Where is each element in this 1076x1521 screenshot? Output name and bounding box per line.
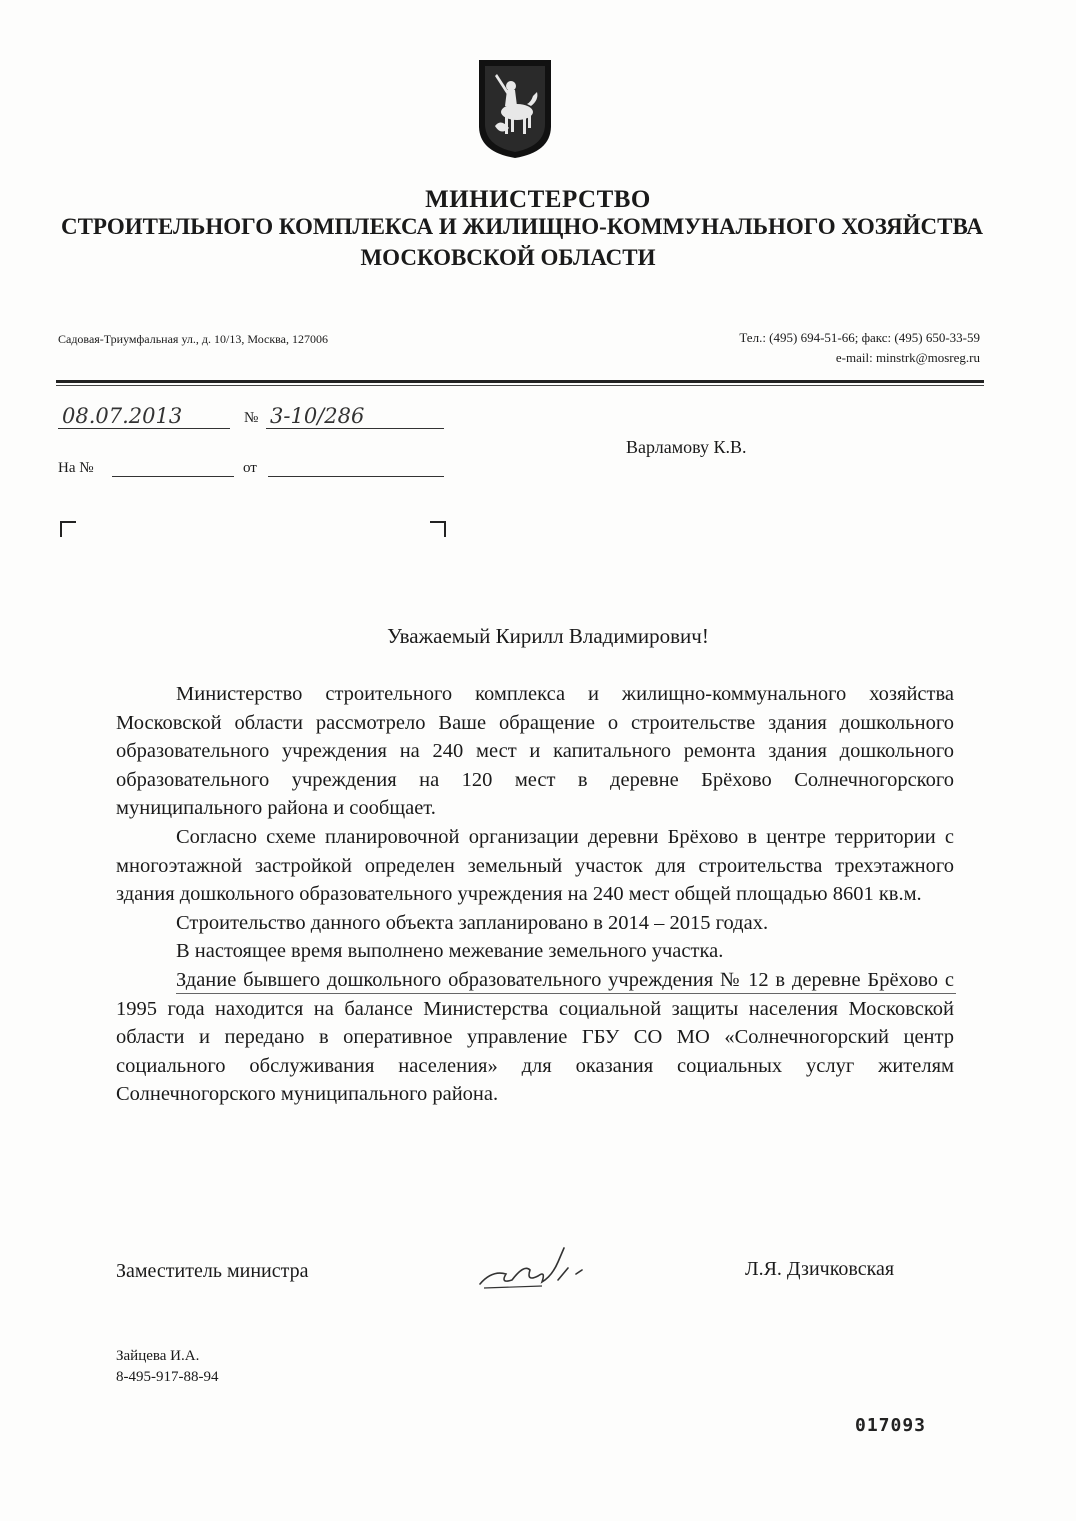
coat-of-arms-icon <box>475 56 555 160</box>
executor-phone: 8-495-917-88-94 <box>116 1369 219 1385</box>
reference-line <box>112 476 234 477</box>
number-label: № <box>244 410 259 426</box>
header-divider <box>56 380 984 383</box>
corner-mark-left <box>60 521 76 537</box>
outgoing-date: 08.07.2013 <box>62 404 183 428</box>
signer-role: Заместитель министра <box>116 1260 309 1282</box>
outgoing-number: 3-10/286 <box>270 404 365 428</box>
header-divider-thin <box>56 385 984 386</box>
signer-name: Л.Я. Дзичковская <box>745 1258 895 1280</box>
addressee: Варламову К.В. <box>626 437 747 457</box>
email: e-mail: minstrk@mosreg.ru <box>835 350 980 365</box>
paragraph-1: Министерство строительного комплекса и жилищно-коммунального хозяйства Московской области рассмотрело Ваше обращение о строительстве здания дошкольного образовательного учреждения на 240 мест и капитального ремонта здания дошкольного образовательного учреждения на 120 мест в деревне Брёхово Солнечногорского муниципального района и сообщает. <box>116 683 954 820</box>
executor-name: Зайцева И.А. <box>116 1348 200 1364</box>
paragraph-5: Здание бывшего дошкольного образовательного учреждения № 12 в деревне Брёхово с 1995 года находится на балансе Министерства социальной защиты населения Московской области и передано в оперативное управление ГБУ СО МО «Солнечногорский центр социального обслуживания населения» для оказания социальных услуг жителям Солнечногорского муниципального района. <box>116 968 954 1106</box>
paragraph-4: В настоящее время выполнено межевание земельного участка. <box>176 940 724 963</box>
paragraph-3: Строительство данного объекта запланировано в 2014 – 2015 годах. <box>176 911 769 934</box>
date-underline <box>58 428 230 429</box>
corner-mark-right <box>430 521 446 537</box>
ministry-title-line3: МОСКОВСКОЙ ОБЛАСТИ <box>360 245 656 270</box>
ministry-title-line1: МИНИСТЕРСТВО <box>425 186 651 213</box>
ministry-title-line2: СТРОИТЕЛЬНОГО КОМПЛЕКСА И ЖИЛИЩНО-КОММУНАЛЬНОГО ХОЗЯЙСТВА <box>60 214 983 239</box>
paragraph-2: Согласно схеме планировочной организации деревни Брёхово в центре территории с многоэтажной застройкой определен земельный участок для строительства трехэтажного здания дошкольного образовательного учреждения на 240 мест общей площадью 8601 кв.м. <box>116 825 954 906</box>
ministry-address: Садовая-Триумфальная ул., д. 10/13, Москва, 127006 <box>58 332 329 346</box>
handwritten-signature <box>472 1240 602 1300</box>
ministry-contacts <box>739 328 980 368</box>
reference-label: На № <box>58 460 94 476</box>
from-line <box>268 476 444 477</box>
executor-info <box>116 1346 218 1388</box>
serial-number: 017093 <box>855 1415 927 1436</box>
number-underline <box>266 428 444 429</box>
from-label: от <box>243 460 257 476</box>
salutation: Уважаемый Кирилл Владимирович! <box>387 624 709 648</box>
phone-fax: Тел.: (495) 694-51-66; факс: (495) 650-33-59 <box>739 330 980 345</box>
letter-body <box>116 680 954 1109</box>
pen-underline <box>176 993 956 994</box>
